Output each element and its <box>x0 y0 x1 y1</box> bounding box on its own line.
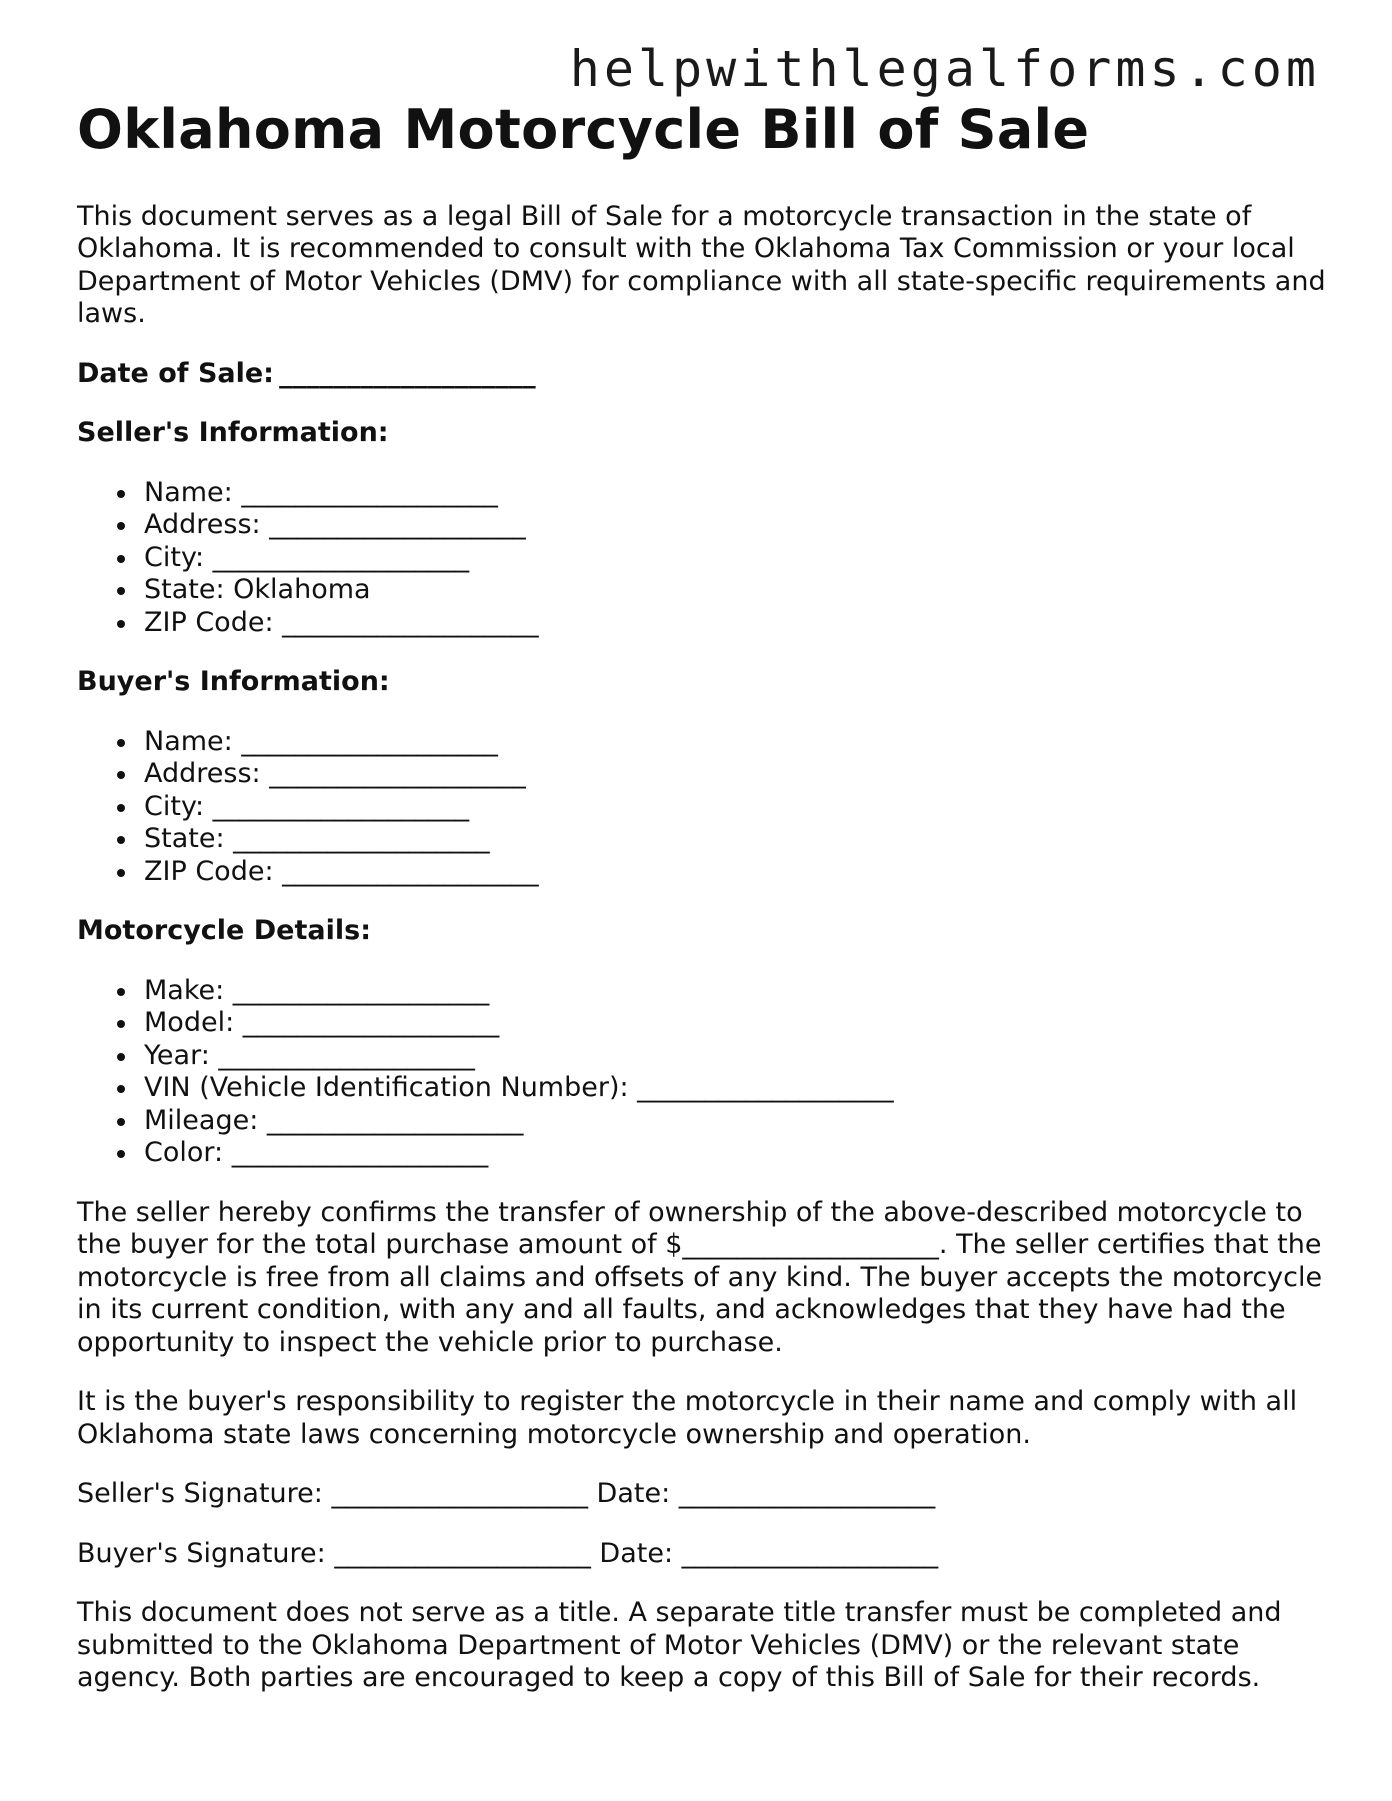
seller-signature-line[interactable]: Seller's Signature: ___________________ Date: ___________________ <box>77 1478 936 1510</box>
buyer-name-field[interactable]: Name: ___________________ <box>77 726 1327 759</box>
bullet-icon <box>117 1085 125 1093</box>
transfer-paragraph: The seller hereby confirms the transfer of ownership of the above-described motorcycle to the buyer for the total purchase amount of $___________________. The seller certifies that the motorcycle is free from all claims and offsets of any kind. The buyer accepts the motorcycle in its current condition, with any and all faults, and acknowledges that they have had the opportunity to inspect the vehicle prior to purchase. <box>77 1196 1323 1358</box>
seller-state-field: State: Oklahoma <box>77 574 1327 607</box>
bullet-icon <box>117 1118 125 1126</box>
bullet-icon <box>117 739 125 747</box>
bullet-icon <box>117 804 125 812</box>
motorcycle-year-field[interactable]: Year: ___________________ <box>77 1040 1327 1073</box>
seller-info-heading: Seller's Information: <box>77 417 389 449</box>
bullet-icon <box>117 1020 125 1028</box>
seller-name-field[interactable]: Name: ___________________ <box>77 477 1327 510</box>
motorcycle-make-field[interactable]: Make: ___________________ <box>77 975 1327 1008</box>
bullet-icon <box>117 1150 125 1158</box>
bullet-icon <box>117 587 125 595</box>
buyer-info-heading: Buyer's Information: <box>77 666 390 698</box>
seller-zip-field[interactable]: ZIP Code: ___________________ <box>77 607 1327 640</box>
bullet-icon <box>117 836 125 844</box>
intro-paragraph: This document serves as a legal Bill of Sale for a motorcycle transaction in the state of Oklahoma. It is recommended to consult with the Oklahoma Tax Commission or your local Department of Motor Vehicles (DMV) for compliance with all state-specific requirements and laws. <box>77 200 1326 330</box>
motorcycle-model-field[interactable]: Model: ___________________ <box>77 1007 1327 1040</box>
watermark: helpwithlegalforms.com <box>569 40 1320 98</box>
motorcycle-vin-field[interactable]: VIN (Vehicle Identification Number): ___________________ <box>77 1072 1327 1105</box>
motorcycle-mileage-field[interactable]: Mileage: ___________________ <box>77 1105 1327 1138</box>
buyer-state-field[interactable]: State: ___________________ <box>77 823 1327 856</box>
document-page <box>77 98 1327 1695</box>
date-of-sale-field <box>77 358 1327 391</box>
bullet-icon <box>117 1053 125 1061</box>
bullet-icon <box>117 771 125 779</box>
seller-city-field[interactable]: City: ___________________ <box>77 542 1327 575</box>
buyer-signature-line[interactable]: Buyer's Signature: ___________________ Date: ___________________ <box>77 1537 939 1569</box>
buyer-address-field[interactable]: Address: ___________________ <box>77 758 1327 791</box>
motorcycle-details-list <box>77 975 1327 1170</box>
buyer-city-field[interactable]: City: ___________________ <box>77 791 1327 824</box>
seller-address-field[interactable]: Address: ___________________ <box>77 509 1327 542</box>
bullet-icon <box>117 522 125 530</box>
bullet-icon <box>117 988 125 996</box>
date-of-sale-label: Date of Sale: <box>77 357 274 389</box>
bullet-icon <box>117 555 125 563</box>
page-title: Oklahoma Motorcycle Bill of Sale <box>77 98 1090 161</box>
bullet-icon <box>117 490 125 498</box>
motorcycle-color-field[interactable]: Color: ___________________ <box>77 1137 1327 1170</box>
buyer-zip-field[interactable]: ZIP Code: ___________________ <box>77 856 1327 889</box>
motorcycle-details-heading: Motorcycle Details: <box>77 915 371 947</box>
bullet-icon <box>117 869 125 877</box>
buyer-info-list <box>77 726 1327 889</box>
date-of-sale-blank[interactable]: ___________________ <box>279 357 536 389</box>
seller-info-list <box>77 477 1327 640</box>
registration-paragraph: It is the buyer's responsibility to register the motorcycle in their name and comply with all Oklahoma state laws concerning motorcycle ownership and operation. <box>77 1386 1298 1450</box>
closing-paragraph: This document does not serve as a title. A separate title transfer must be completed and submitted to the Oklahoma Department of Motor Vehicles (DMV) or the relevant state agency. Both parties are encouraged to keep a copy of this Bill of Sale for their records. <box>77 1597 1282 1694</box>
bullet-icon <box>117 620 125 628</box>
